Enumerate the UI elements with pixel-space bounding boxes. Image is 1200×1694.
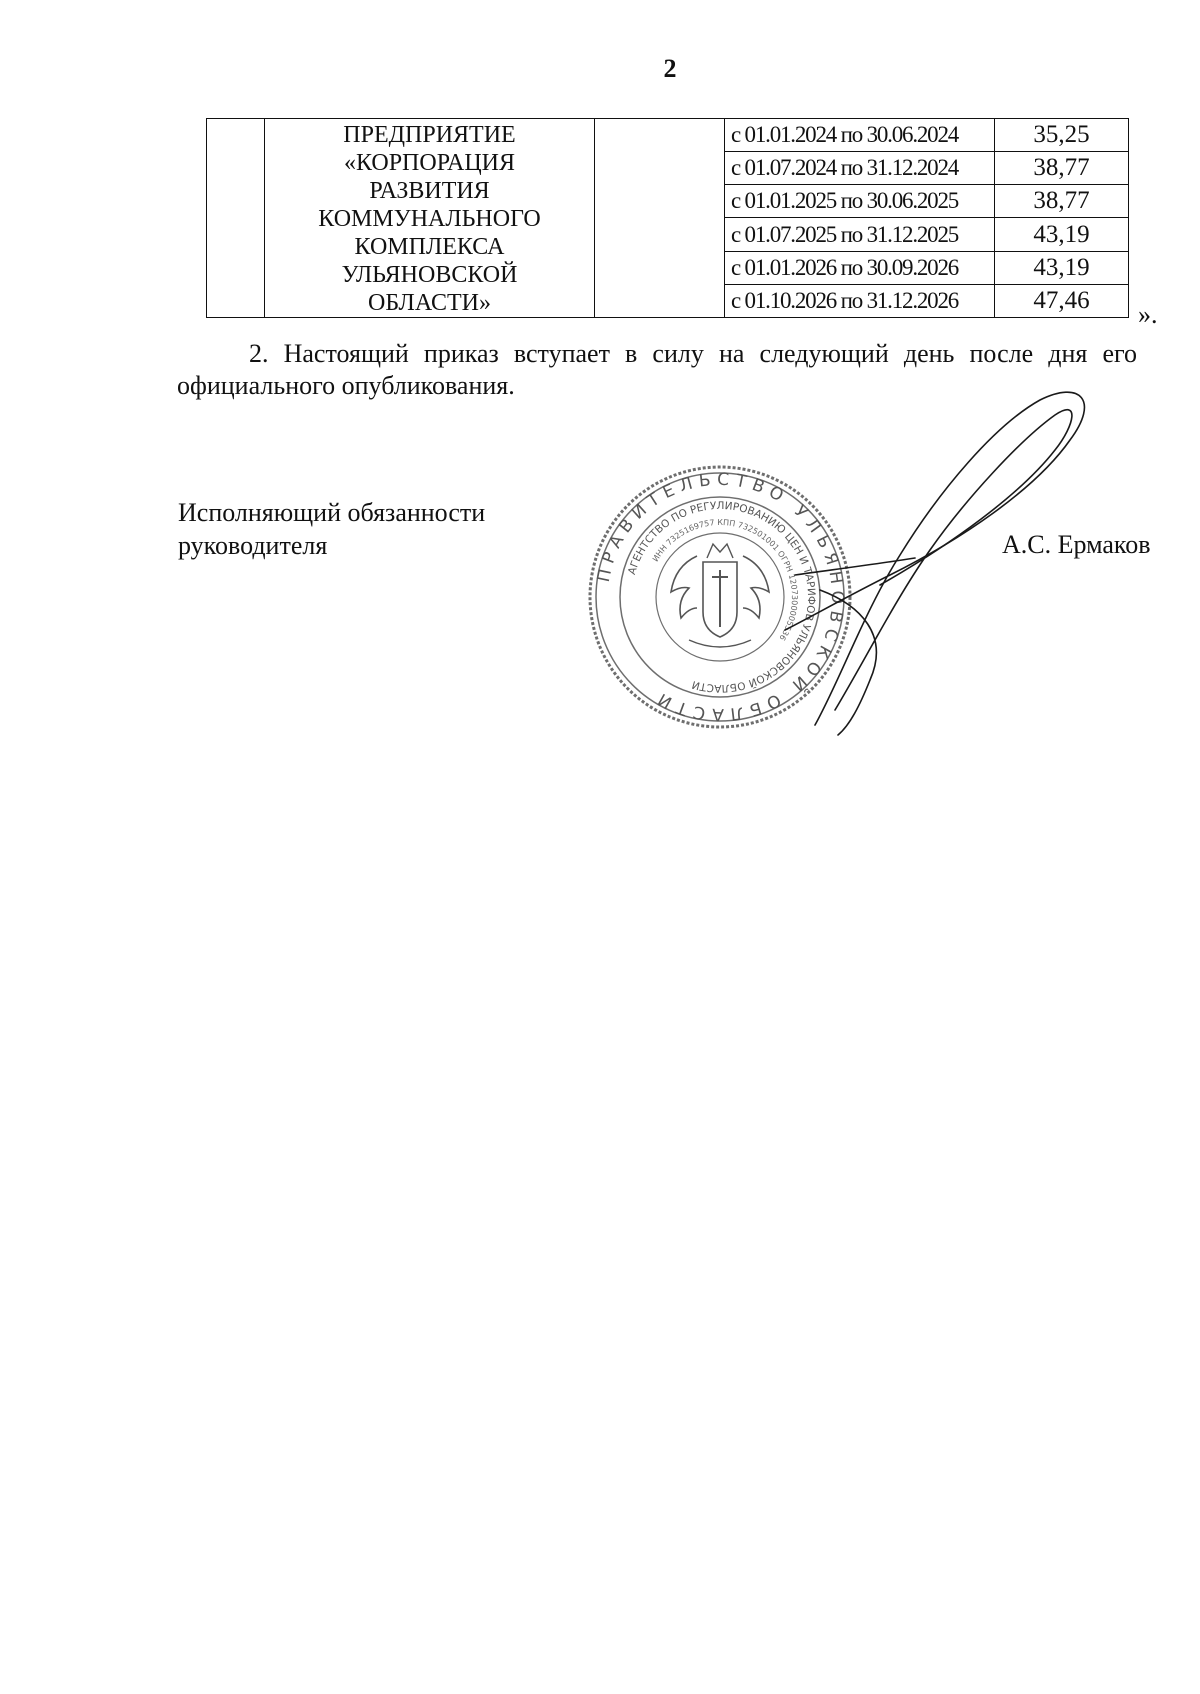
empty-cell	[595, 119, 725, 318]
organization-name-line: «КОРПОРАЦИЯ	[343, 150, 516, 176]
organization-name-line: КОММУНАЛЬНОГО	[318, 206, 541, 232]
period-cell: с 01.07.2025 по 31.12.2025	[725, 218, 995, 251]
organization-name-line: ПРЕДПРИЯТИЕ	[343, 122, 516, 148]
tariff-row	[207, 119, 1129, 152]
seal-ids-text: ИНН 7325169757 КПП 732501001 ОГРН 1207300005536	[650, 517, 800, 643]
seal-inner-text: АГЕНТСТВО ПО РЕГУЛИРОВАНИЮ ЦЕН И ТАРИФОВ УЛЬЯНОВСКОЙ ОБЛАСТИ	[626, 499, 818, 695]
signatory-title-line1: Исполняющий обязанности	[178, 498, 486, 527]
closing-quote: ».	[1138, 300, 1158, 329]
organization-name-line: РАЗВИТИЯ	[369, 178, 490, 204]
coat-of-arms-icon	[671, 544, 769, 647]
period-cell: с 01.10.2026 по 31.12.2026	[725, 284, 995, 317]
period-cell: с 01.01.2026 по 30.09.2026	[725, 251, 995, 284]
page-number: 2	[663, 54, 677, 83]
tariff-value-cell: 43,19	[995, 251, 1129, 284]
signatory-title	[178, 496, 485, 562]
period-cell: с 01.01.2025 по 30.06.2025	[725, 185, 995, 218]
tariff-value-cell: 38,77	[995, 152, 1129, 185]
organization-name-line: КОМПЛЕКСА	[354, 234, 505, 260]
signatory-name: А.С. Ермаков	[1002, 530, 1151, 559]
period-cell: с 01.07.2024 по 31.12.2024	[725, 152, 995, 185]
row-number-cell	[207, 119, 265, 318]
tariff-value-cell: 43,19	[995, 218, 1129, 251]
organization-name-line: УЛЬЯНОВСКОЙ	[341, 262, 518, 288]
tariff-value-cell: 47,46	[995, 284, 1129, 317]
seal-outer-text: ПРАВИТЕЛЬСТВО УЛЬЯНОВСКОЙ ОБЛАСТИ	[593, 469, 848, 725]
tariff-value-cell: 38,77	[995, 185, 1129, 218]
signatory-title-line2: руководителя	[178, 531, 328, 560]
handwritten-signature	[780, 380, 1110, 740]
paragraph-effective-date: 2. Настоящий приказ вступает в силу на следующий день после дня его официального опубликования.	[177, 339, 1137, 400]
tariff-value-cell: 35,25	[995, 119, 1129, 152]
tariff-table	[206, 118, 1129, 318]
organization-name-cell	[265, 119, 595, 318]
period-cell: с 01.01.2024 по 30.06.2024	[725, 119, 995, 152]
organization-name-line: ОБЛАСТИ»	[368, 290, 491, 316]
